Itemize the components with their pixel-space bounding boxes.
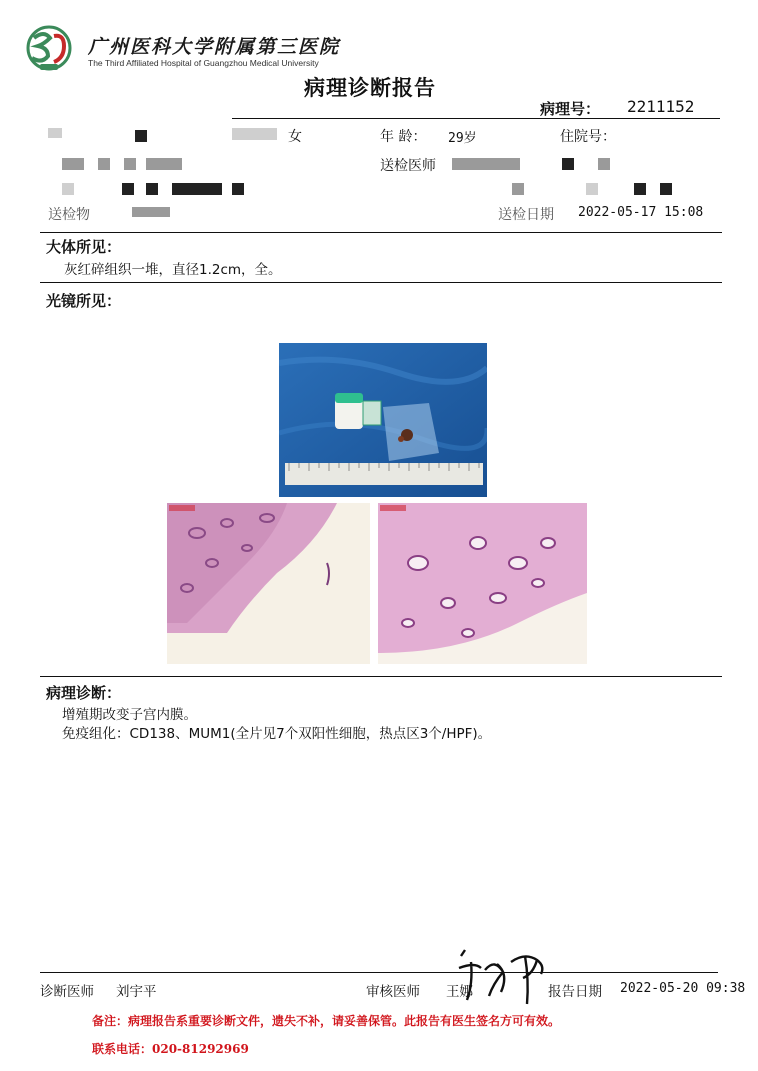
report-date-value: 2022-05-20 09:38 — [620, 981, 746, 996]
report-date-label: 报告日期 — [548, 984, 602, 1000]
age-value: 29岁 — [448, 131, 477, 146]
redacted-block — [586, 183, 598, 195]
review-doctor-label: 审核医师 — [366, 984, 420, 1000]
diagnosis-line2: 免疫组化：CD138、MUM1(全片见7个双阳性细胞，热点区3个/HPF)。 — [62, 726, 492, 742]
hospital-name-en: The Third Affiliated Hospital of Guangzhou Medical University — [88, 58, 319, 68]
redacted-block — [98, 158, 110, 170]
inpatient-no-label: 住院号： — [560, 129, 616, 145]
contact-phone: 联系电话：020-81292969 — [92, 1042, 249, 1056]
micro-title: 光镜所见： — [46, 292, 122, 310]
report-note: 备注：病理报告系重要诊断文件，遗失不补，请妥善保管。此报告有医生签名方可有效。 — [92, 1014, 561, 1028]
header-divider — [232, 118, 720, 119]
specimen-photo — [279, 343, 487, 497]
sample-date-value: 2022-05-17 15:08 — [578, 205, 704, 220]
redacted-block — [172, 183, 222, 195]
diagnosis-title: 病理诊断： — [46, 684, 122, 702]
redacted-block — [660, 183, 672, 195]
redacted-block — [232, 183, 244, 195]
patient-sex: 女 — [288, 129, 302, 145]
hospital-logo — [20, 24, 78, 74]
diagnosis-line1: 增殖期改变子宫内膜。 — [62, 707, 197, 723]
redacted-block — [562, 158, 574, 170]
footer-divider — [40, 972, 718, 973]
redacted-block — [122, 183, 134, 195]
micrograph-left — [167, 503, 370, 664]
section-divider — [40, 676, 722, 677]
redacted-block — [452, 158, 520, 170]
redacted-block — [146, 158, 182, 170]
pathology-no-value: 2211152 — [627, 97, 695, 116]
diag-doctor-name: 刘宇平 — [116, 984, 157, 1000]
doctor-label: 送检医师 — [380, 158, 436, 174]
redacted-block — [62, 158, 84, 170]
section-divider — [40, 282, 722, 283]
redacted-block — [135, 130, 147, 142]
handwritten-signature — [455, 944, 555, 1006]
redacted-block — [146, 183, 158, 195]
redacted-block — [598, 158, 610, 170]
hospital-name-cn: 广州医科大学附属第三医院 — [88, 36, 341, 58]
report-title: 病理诊断报告 — [304, 76, 436, 100]
specimen-label: 送检物 — [48, 207, 90, 223]
redacted-block — [62, 183, 74, 195]
age-label: 年 龄： — [380, 129, 427, 145]
section-divider — [40, 232, 722, 233]
redacted-block — [48, 128, 62, 138]
redacted-block — [634, 183, 646, 195]
redacted-block — [124, 158, 136, 170]
redacted-block — [232, 128, 277, 140]
diag-doctor-label: 诊断医师 — [40, 984, 94, 1000]
pathology-no-label: 病理号： — [540, 100, 601, 118]
sample-date-label: 送检日期 — [498, 207, 554, 223]
gross-text: 灰红碎组织一堆，直径1.2cm，全。 — [64, 262, 282, 278]
review-doctor-name: 王娜 — [446, 984, 473, 1000]
gross-title: 大体所见： — [46, 238, 122, 256]
redacted-block — [132, 207, 170, 217]
redacted-block — [512, 183, 524, 195]
micrograph-right — [378, 503, 587, 664]
